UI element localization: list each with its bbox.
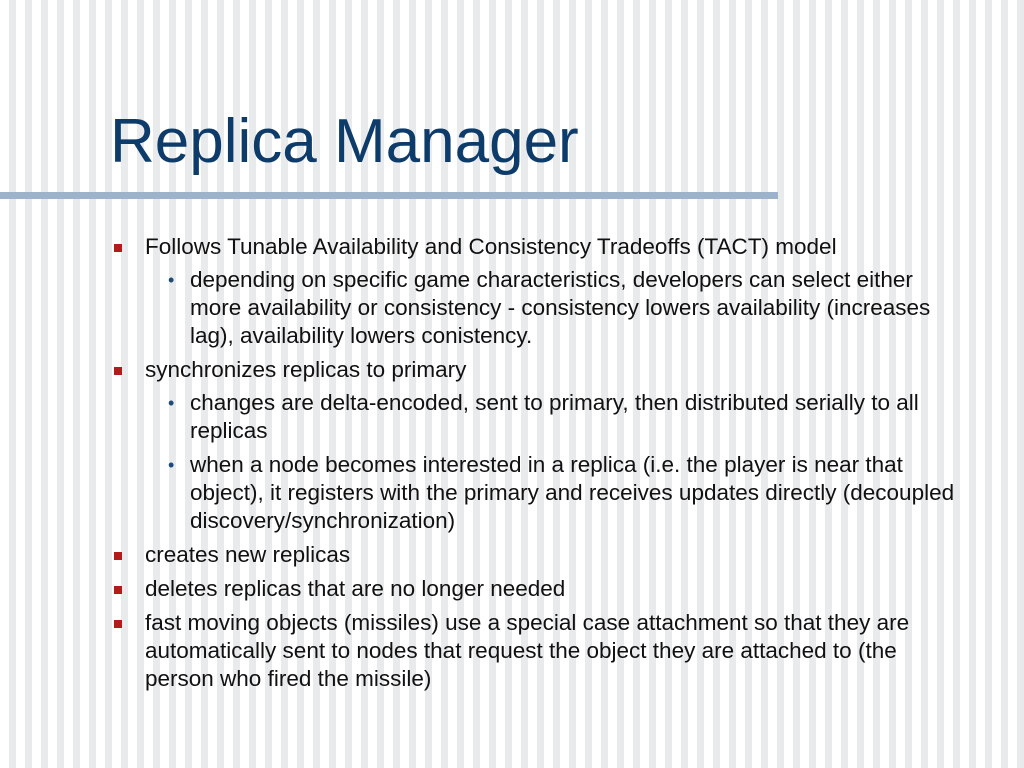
dot-bullet-icon: • <box>168 270 175 290</box>
square-bullet-icon <box>114 244 122 252</box>
bullet-item <box>110 575 960 603</box>
slide-title: Replica Manager <box>110 107 579 176</box>
sub-bullet-text: depending on specific game characteristics, developers can select either more availability or consistency - consistency lowers availability (increases lag), availability lowers conistency. <box>190 267 931 348</box>
sub-bullet-text: changes are delta-encoded, sent to primary, then distributed serially to all replicas <box>190 390 919 443</box>
sub-bullet-text: when a node becomes interested in a replica (i.e. the player is near that object), it registers with the primary and receives updates directly (decoupled discovery/synchronization) <box>190 452 955 533</box>
dot-bullet-icon: • <box>168 393 175 413</box>
bullet-list <box>110 233 960 693</box>
square-bullet-icon <box>114 586 122 594</box>
sub-bullet-list <box>145 266 960 350</box>
sub-bullet-item <box>145 389 960 445</box>
bullet-text: creates new replicas <box>145 542 351 567</box>
square-bullet-icon <box>114 552 122 560</box>
bullet-text: synchronizes replicas to primary <box>145 357 467 382</box>
square-bullet-icon <box>114 620 122 628</box>
square-bullet-icon <box>114 367 122 375</box>
title-underline-rule <box>0 192 778 199</box>
bullet-text: deletes replicas that are no longer needed <box>145 576 566 601</box>
slide-content <box>110 233 960 699</box>
bullet-text: Follows Tunable Availability and Consistency Tradeoffs (TACT) model <box>145 234 837 259</box>
sub-bullet-list <box>145 389 960 535</box>
bullet-item <box>110 356 960 535</box>
bullet-item <box>110 233 960 350</box>
dot-bullet-icon: • <box>168 455 175 475</box>
bullet-text: fast moving objects (missiles) use a special case attachment so that they are automatically sent to nodes that request the object they are attached to (the person who fired the missile) <box>145 610 910 691</box>
sub-bullet-item <box>145 451 960 535</box>
bullet-item <box>110 609 960 693</box>
sub-bullet-item <box>145 266 960 350</box>
bullet-item <box>110 541 960 569</box>
